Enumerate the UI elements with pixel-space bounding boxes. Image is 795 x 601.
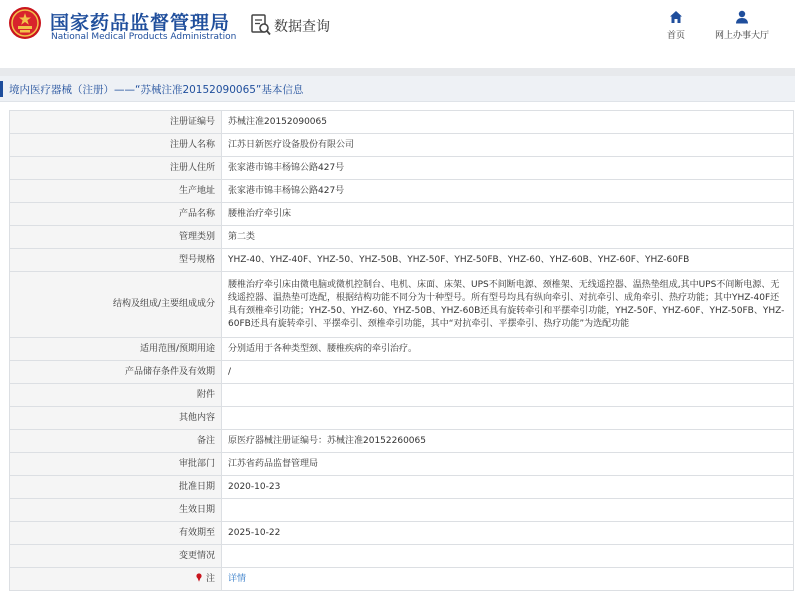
table-row xyxy=(10,157,794,180)
row-label: 批准日期 xyxy=(10,476,222,499)
row-value: 苏械注准20152090065 xyxy=(222,111,794,134)
table-row xyxy=(10,499,794,522)
data-query-icon xyxy=(251,14,271,36)
row-value xyxy=(222,545,794,568)
row-label: 附件 xyxy=(10,384,222,407)
row-label: 注册人住所 xyxy=(10,157,222,180)
site-header xyxy=(0,0,795,68)
row-label: 注 xyxy=(205,573,215,584)
header-divider-band xyxy=(0,68,795,76)
user-icon xyxy=(735,10,749,24)
row-value xyxy=(222,568,794,591)
row-value: 第二类 xyxy=(222,226,794,249)
table-row xyxy=(10,476,794,499)
table-row xyxy=(10,453,794,476)
row-label: 产品名称 xyxy=(10,203,222,226)
table-row xyxy=(10,226,794,249)
details-link[interactable]: 详情 xyxy=(228,573,247,584)
row-value: 腰椎治疗牵引床由微电脑或微机控制台、电机、床面、床架、UPS不间断电源、颈椎架、无线遥控器、温热垫组成,其中UPS不间断电源、无线遥控器、温热垫可选配，根据结构功能不同分为十种型号。所有型号均具有纵向牵引、对抗牵引、成角牵引、热疗功能；其中YHZ-40F还具有颈椎牵引功能；YHZ-50、YHZ-60、YHZ-50B、YHZ-60B还具有旋转牵引和平摆牵引功能，YHZ-50F、YHZ-60F、YHZ-50FB、YHZ-60FB还具有旋转牵引、平摆牵引、颈椎牵引功能，其中“对抗牵引、平摆牵引、热疗功能”为选配功能 xyxy=(222,272,794,338)
row-value: 腰椎治疗牵引床 xyxy=(222,203,794,226)
nav-home-label: 首页 xyxy=(666,31,685,41)
row-value: 分别适用于各种类型颈、腰椎疾病的牵引治疗。 xyxy=(222,338,794,361)
row-value: / xyxy=(222,361,794,384)
row-label: 有效期至 xyxy=(10,522,222,545)
table-row xyxy=(10,361,794,384)
emblem-logo-icon xyxy=(8,6,42,40)
row-label: 生产地址 xyxy=(10,180,222,203)
row-label: 变更情况 xyxy=(10,545,222,568)
nav-online-hall-link[interactable] xyxy=(707,10,777,41)
pin-icon xyxy=(195,573,203,582)
row-value: 张家港市锦丰杨锦公路427号 xyxy=(222,180,794,203)
nav-online-hall-label: 网上办事大厅 xyxy=(714,31,769,41)
table-row xyxy=(10,545,794,568)
home-icon xyxy=(669,10,683,24)
row-label: 注册人名称 xyxy=(10,134,222,157)
data-query-label: 数据查询 xyxy=(274,19,330,35)
table-row xyxy=(10,384,794,407)
table-row xyxy=(10,522,794,545)
row-value xyxy=(222,384,794,407)
table-row xyxy=(10,111,794,134)
row-label: 管理类别 xyxy=(10,226,222,249)
nav-home-link[interactable] xyxy=(641,10,711,41)
row-value: YHZ-40、YHZ-40F、YHZ-50、YHZ-50B、YHZ-50F、YHZ-50FB、YHZ-60、YHZ-60B、YHZ-60F、YHZ-60FB xyxy=(222,249,794,272)
row-value: 江苏省药品监督管理局 xyxy=(222,453,794,476)
row-label: 适用范围/预期用途 xyxy=(10,338,222,361)
row-label: 生效日期 xyxy=(10,499,222,522)
row-value: 2025-10-22 xyxy=(222,522,794,545)
row-value: 张家港市锦丰杨锦公路427号 xyxy=(222,157,794,180)
row-label: 型号规格 xyxy=(10,249,222,272)
table-row xyxy=(10,249,794,272)
breadcrumb: 境内医疗器械（注册）——“苏械注准20152090065”基本信息 xyxy=(9,84,304,96)
table-row xyxy=(10,272,794,338)
site-subtitle: National Medical Products Administration xyxy=(51,32,237,42)
table-row xyxy=(10,338,794,361)
table-row xyxy=(10,180,794,203)
row-label: 其他内容 xyxy=(10,407,222,430)
table-row xyxy=(10,430,794,453)
row-value: 2020-10-23 xyxy=(222,476,794,499)
row-label: 结构及组成/主要组成成分 xyxy=(10,272,222,338)
row-label: 审批部门 xyxy=(10,453,222,476)
detail-table xyxy=(9,110,794,591)
table-row xyxy=(10,568,794,591)
breadcrumb-marker xyxy=(0,81,3,97)
row-value xyxy=(222,407,794,430)
note-label-cell xyxy=(10,568,222,591)
table-row xyxy=(10,203,794,226)
row-value xyxy=(222,499,794,522)
row-value: 原医疗器械注册证编号：苏械注准20152260065 xyxy=(222,430,794,453)
row-label: 注册证编号 xyxy=(10,111,222,134)
table-row xyxy=(10,134,794,157)
row-label: 产品储存条件及有效期 xyxy=(10,361,222,384)
row-label: 备注 xyxy=(10,430,222,453)
table-row xyxy=(10,407,794,430)
site-title: 国家药品监督管理局 xyxy=(50,12,231,34)
breadcrumb-bar xyxy=(0,76,795,102)
row-value: 江苏日新医疗设备股份有限公司 xyxy=(222,134,794,157)
